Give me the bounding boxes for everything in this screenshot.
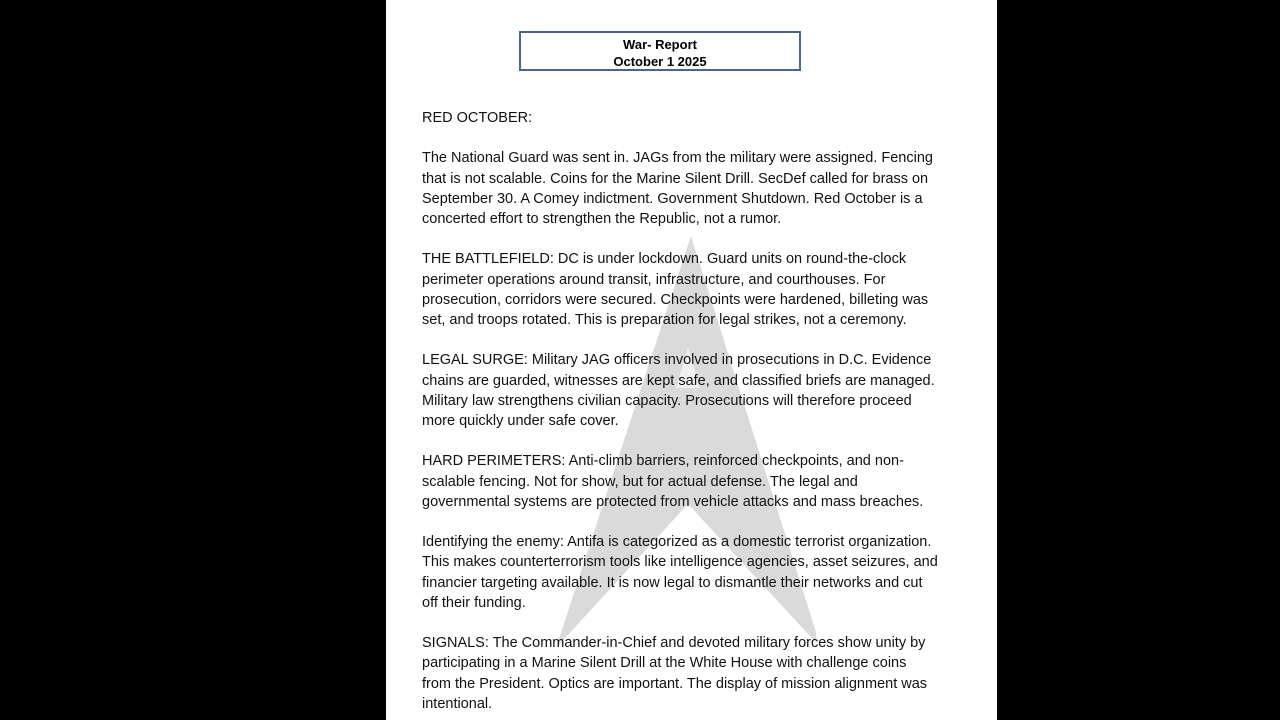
report-body [422, 108, 982, 720]
report-title-box [519, 31, 801, 71]
paragraph-battlefield [422, 249, 982, 330]
paragraph-line: financier targeting available. It is now legal to dismantle their networks and cut [422, 574, 923, 591]
paragraph-line: participating in a Marine Silent Drill at the White House with challenge coins [422, 655, 907, 672]
paragraph-line: intentional. [422, 695, 493, 712]
paragraph-line: off their funding. [422, 594, 526, 611]
paragraph-line: THE BATTLEFIELD: DC is under lockdown. Guard units on round-the-clock [422, 251, 907, 268]
paragraph-line: The National Guard was sent in. JAGs from the military were assigned. Fencing [422, 150, 933, 167]
report-date: October 1 2025 [613, 54, 707, 69]
paragraph-line: Military law strengthens civilian capacity. Prosecutions will therefore proceed [422, 392, 912, 409]
section-heading: RED OCTOBER: [422, 110, 533, 126]
paragraph-hard-perimeters [422, 451, 982, 512]
paragraph-line: September 30. A Comey indictment. Government Shutdown. Red October is a [422, 190, 923, 207]
paragraph-signals [422, 633, 982, 714]
paragraph-line: SIGNALS: The Commander-in-Chief and devoted military forces show unity by [422, 635, 926, 652]
paragraph-intro [422, 148, 982, 229]
paragraph-line: concerted effort to strengthen the Republic, not a rumor. [422, 211, 782, 227]
paragraph-identifying-enemy [422, 532, 982, 613]
paragraph-line: scalable fencing. Not for show, but for actual defense. The legal and [422, 473, 858, 490]
paragraph-legal-surge [422, 350, 982, 431]
paragraph-line: chains are guarded, witnesses are kept safe, and classified briefs are managed. [422, 372, 935, 389]
document-page [386, 0, 997, 720]
paragraph-line: that is not scalable. Coins for the Marine Silent Drill. SecDef called for brass on [422, 170, 929, 187]
paragraph-line: set, and troops rotated. This is preparation for legal strikes, not a ceremony. [422, 312, 907, 328]
paragraph-line: more quickly under safe cover. [422, 413, 619, 429]
paragraph-line: from the President. Optics are important. The display of mission alignment was [422, 675, 928, 692]
paragraph-line: Identifying the enemy: Antifa is categorized as a domestic terrorist organization. [422, 534, 932, 551]
paragraph-line: LEGAL SURGE: Military JAG officers involved in prosecutions in D.C. Evidence [422, 352, 932, 369]
paragraph-line: prosecution, corridors were secured. Checkpoints were hardened, billeting was [422, 291, 929, 308]
paragraph-line: HARD PERIMETERS: Anti-climb barriers, reinforced checkpoints, and non- [422, 453, 904, 470]
paragraph-line: perimeter operations around transit, infrastructure, and courthouses. For [422, 271, 886, 288]
report-title: War- Report [623, 37, 697, 52]
paragraph-line: This makes counterterrorism tools like intelligence agencies, asset seizures, and [422, 554, 938, 571]
paragraph-line: governmental systems are protected from vehicle attacks and mass breaches. [422, 493, 924, 510]
